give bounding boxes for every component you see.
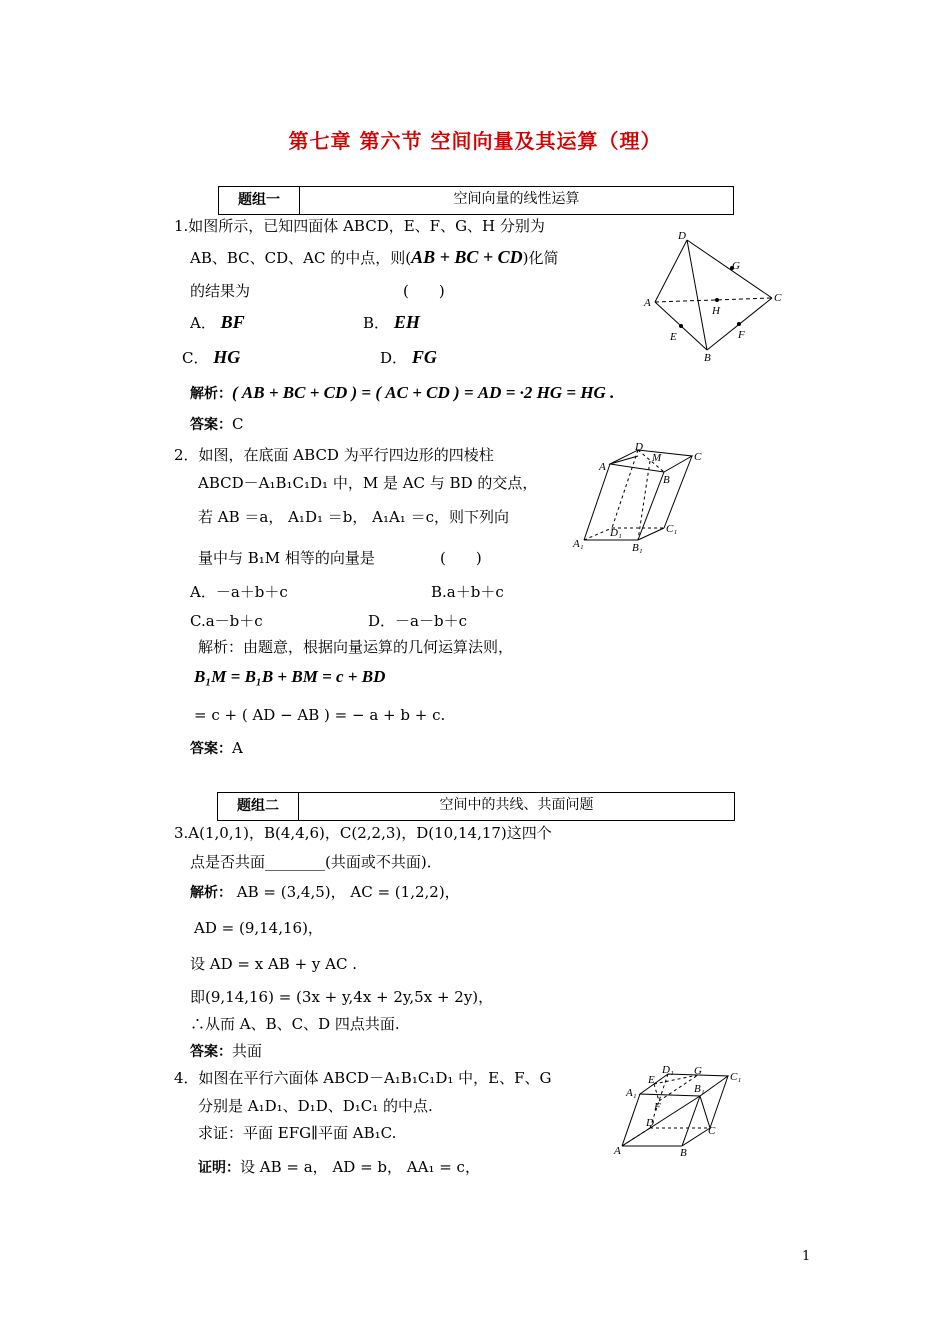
svg-text:D: D <box>635 442 643 453</box>
q1-paren: ( ) <box>403 282 445 300</box>
q1-analysis: 解析：( AB + BC + CD ) = ( AC + CD ) = AD = ·2 HG = HG . <box>190 383 615 402</box>
q2-analysis: 解析：由题意，根据向量运算的几何运算法则， <box>198 638 514 656</box>
group-label: 题组一 <box>219 187 300 214</box>
q1-answer: 答案：C <box>190 415 244 433</box>
svg-text:A₁: A₁ <box>573 538 584 550</box>
q4-line2: 分别是 A₁D₁、D₁D、D₁C₁ 的中点. <box>198 1097 433 1115</box>
svg-text:C: C <box>694 451 702 463</box>
svg-text:D₁: D₁ <box>610 527 622 539</box>
q3-line2: 点是否共面________(共面或不共面)． <box>190 853 442 871</box>
q2-line3: 若 AB ＝a， A₁D₁ ＝b， A₁A₁ ＝c，则下列向 <box>198 508 509 526</box>
q3-eq3: 设 AD = x AB + y AC . <box>190 955 358 973</box>
q3-eq2: AD = (9,14,16)， <box>194 919 323 937</box>
q1-line1: 1.如图所示，已知四面体 ABCD，E、F、G、H 分别为 <box>174 217 545 235</box>
svg-text:E: E <box>648 1074 655 1086</box>
svg-text:F: F <box>738 329 745 341</box>
group-header-2 <box>217 792 735 821</box>
q2-answer: 答案：A <box>190 739 243 757</box>
svg-text:G: G <box>732 260 740 272</box>
prism-figure <box>570 442 710 554</box>
label-d: D <box>678 230 686 242</box>
svg-text:A₁: A₁ <box>626 1087 637 1099</box>
svg-text:G: G <box>694 1065 702 1077</box>
q2-eq1: B₁M = B₁B + BM = c + BD <box>194 667 386 686</box>
q1-line2 <box>190 247 558 268</box>
svg-text:D: D <box>646 1117 654 1129</box>
q2-line1: 2．如图，在底面 ABCD 为平行四边形的四棱柱 <box>174 446 494 464</box>
parallelepiped-figure <box>612 1064 752 1160</box>
svg-text:C: C <box>774 292 782 304</box>
q3-eq4: 即(9,14,16) = (3x + y,4x + 2y,5x + 2y)， <box>190 988 494 1006</box>
q3-eq5: ∴从而 A、B、C、D 四点共面. <box>190 1015 400 1033</box>
q1-option-a: A． BF <box>190 312 245 332</box>
q4-proof: 证明：设 AB = a， AD = b， AA₁ = c， <box>198 1158 480 1176</box>
q2-option-c: C.a－b＋c <box>190 612 263 630</box>
svg-text:D₁: D₁ <box>662 1064 674 1076</box>
q2-line4: 量中与 B₁M 相等的向量是 <box>198 549 375 567</box>
svg-text:B₁: B₁ <box>694 1083 705 1095</box>
q1-option-b: B． EH <box>363 312 420 332</box>
page-title: 第七章 第六节 空间向量及其运算（理） <box>288 129 662 153</box>
q1-line3: 的结果为 <box>190 282 251 300</box>
svg-text:A: A <box>614 1145 621 1157</box>
q2-paren: ( ) <box>440 549 482 567</box>
q1-line2-pre: AB、BC、CD、AC 的中点，则( <box>190 249 412 267</box>
svg-text:A: A <box>599 461 606 473</box>
q2-eq2: = c + ( AD − AB ) = − a + b + c. <box>194 706 446 724</box>
svg-text:B₁: B₁ <box>632 542 643 554</box>
svg-text:A: A <box>644 297 651 309</box>
q1-line2-post: )化简 <box>522 249 559 267</box>
q1-option-c: C． HG <box>182 347 241 367</box>
q1-option-d: D． FG <box>380 347 437 367</box>
svg-text:B: B <box>663 474 670 486</box>
svg-text:F: F <box>654 1101 661 1113</box>
svg-text:B: B <box>704 352 711 364</box>
group-topic: 空间向量的线性运算 <box>453 191 580 207</box>
group-header-1 <box>218 186 734 215</box>
q3-answer: 答案：共面 <box>190 1042 263 1060</box>
svg-text:C₁: C₁ <box>730 1071 742 1083</box>
tetrahedron-figure <box>640 228 790 364</box>
svg-text:E: E <box>670 331 677 343</box>
svg-text:H: H <box>712 305 720 317</box>
page-number: 1 <box>802 1249 811 1264</box>
q4-line1: 4．如图在平行六面体 ABCD－A₁B₁C₁D₁ 中，E、F、G <box>174 1069 552 1087</box>
svg-text:C: C <box>708 1125 716 1137</box>
svg-text:C₁: C₁ <box>666 523 678 535</box>
q2-line2: ABCD－A₁B₁C₁D₁ 中，M 是 AC 与 BD 的交点， <box>198 474 538 492</box>
q1-line2-vector: AB + BC + CD <box>411 247 523 267</box>
group-label: 题组二 <box>218 793 299 820</box>
svg-text:B: B <box>680 1147 687 1159</box>
q2-option-d: D．－a－b＋c <box>368 612 467 630</box>
q3-analysis: 解析： AB = (3,4,5)， AC = (1,2,2)， <box>190 883 460 901</box>
svg-text:M: M <box>652 452 662 464</box>
group-topic: 空间中的共线、共面问题 <box>439 797 594 813</box>
q4-line3: 求证：平面 EFG∥平面 AB₁C. <box>198 1124 397 1142</box>
q3-line1: 3.A(1,0,1)，B(4,4,6)，C(2,2,3)，D(10,14,17)这四个 <box>174 824 552 842</box>
q2-option-a: A．－a＋b＋c <box>190 583 288 601</box>
q2-option-b: B.a＋b＋c <box>431 583 504 601</box>
